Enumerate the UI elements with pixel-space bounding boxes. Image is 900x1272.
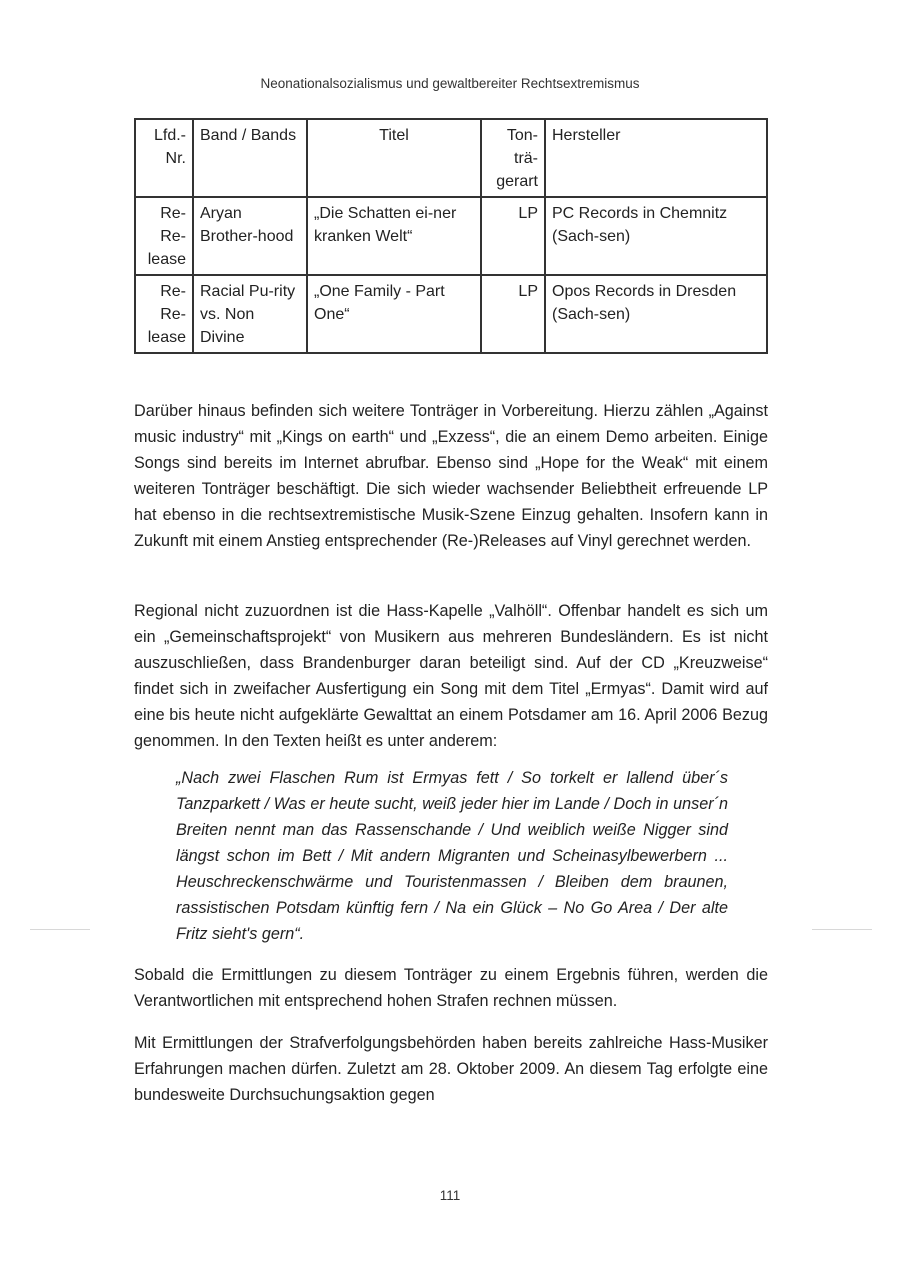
margin-rule-right [812, 929, 872, 930]
release-table [134, 118, 768, 354]
table-row [135, 275, 767, 353]
paragraph-investigation [134, 962, 768, 1014]
header-nr: Lfd.-Nr. [135, 119, 193, 197]
cell-title: „One Family - Part One“ [307, 275, 481, 353]
paragraph-text: Darüber hinaus befinden sich weitere Tonträger in Vorbereitung. Hierzu zählen „Against music industry“ mit „Kings on earth“ und „Exzess“, die an einem Demo arbeiten. Einige Songs sind bereits im Internet abrufbar. Ebenso sind „Hope for the Weak“ mit einem weiteren Tonträger beschäftigt. Die sich wieder wachsender Beliebtheit erfreuende LP hat ebenso in die rechtsextremistische Musik-Szene Einzug gehalten. Insofern kann in Zukunft mit einem Anstieg entsprechender (Re-)Releases auf Vinyl gerechnet werden. [134, 402, 768, 550]
cell-medium: LP [481, 275, 545, 353]
cell-band: Racial Pu-rity vs. Non Divine [193, 275, 307, 353]
cell-nr: Re-Re-lease [135, 275, 193, 353]
header-title: Titel [307, 119, 481, 197]
lyrics-quote: „Nach zwei Flaschen Rum ist Ermyas fett / So torkelt er lallend über´s Tanzparkett / Was er heute sucht, weiß jeder hier im Lande / Doch in unser´n Breiten nennt man das Rassenschande / Und weiblich weiße Nigger sind längst schon im Bett / Mit andern Migranten und Scheinasylbewerbern ... Heuschreckenschwärme und Touristenmassen / Bleiben dem braunen, rassistischen Potsdam künftig fern / Na ein Glück – No Go Area / Der alte Fritz sieht's gern“. [176, 769, 728, 943]
paragraph-upcoming-releases [134, 398, 768, 554]
table-header-row [135, 119, 767, 197]
cell-title: „Die Schatten ei-ner kranken Welt“ [307, 197, 481, 275]
paragraph-valhoell [134, 598, 768, 754]
cell-band: Aryan Brother-hood [193, 197, 307, 275]
cell-medium: LP [481, 197, 545, 275]
cell-producer: Opos Records in Dresden (Sach-sen) [545, 275, 767, 353]
paragraph-text: Regional nicht zuzuordnen ist die Hass-Kapelle „Valhöll“. Offenbar handelt es sich um ein „Gemeinschaftsprojekt“ von Musikern aus mehreren Bundesländern. Es ist nicht auszuschließen, dass Brandenburger daran beteiligt sind. Auf der CD „Kreuzweise“ findet sich in zweifacher Ausfertigung ein Song mit dem Titel „Ermyas“. Damit wird auf eine bis heute nicht aufgeklärte Gewalttat an einem Potsdamer am 16. April 2006 Bezug genommen. In den Texten heißt es unter anderem: [134, 602, 768, 750]
header-band: Band / Bands [193, 119, 307, 197]
paragraph-search-operation [134, 1030, 768, 1108]
cell-nr: Re-Re-lease [135, 197, 193, 275]
margin-rule-left [30, 929, 90, 930]
paragraph-text: Mit Ermittlungen der Strafverfolgungsbehörden haben bereits zahlreiche Hass-Musiker Erfahrungen machen dürfen. Zuletzt am 28. Oktober 2009. An diesem Tag erfolgte eine bundesweite Durchsuchungsaktion gegen [134, 1034, 768, 1104]
paragraph-text: Sobald die Ermittlungen zu diesem Tonträger zu einem Ergebnis führen, werden die Verantwortlichen mit entsprechend hohen Strafen rechnen müssen. [134, 966, 768, 1010]
cell-producer: PC Records in Chemnitz (Sach-sen) [545, 197, 767, 275]
page-number: 111 [439, 1188, 461, 1203]
header-producer: Hersteller [545, 119, 767, 197]
running-header: Neonationalsozialismus und gewaltbereiter Rechtsextremismus [260, 76, 640, 91]
table-row [135, 197, 767, 275]
header-medium: Ton-trä-gerart [481, 119, 545, 197]
